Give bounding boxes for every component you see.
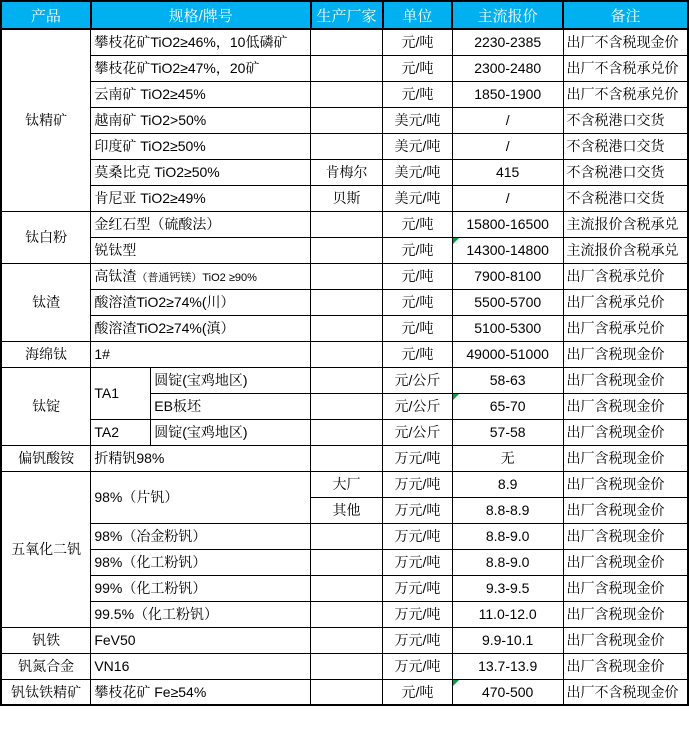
table-cell: 攀枝花矿 Fe≥54% (91, 679, 311, 705)
table-cell: 9.3-9.5 (452, 575, 563, 601)
table-cell: 主流报价含税承兑 (563, 211, 688, 237)
table-cell: 大厂 (311, 471, 383, 497)
table-cell: 万元/吨 (383, 445, 453, 471)
table-cell: 出厂含税现金价 (563, 601, 688, 627)
table-cell: 98%（片钒） (91, 471, 311, 523)
table-cell: 不含税港口交货 (563, 159, 688, 185)
table-row (1, 55, 688, 81)
table-cell: 元/公斤 (383, 367, 453, 393)
table-row (1, 523, 688, 549)
table-cell: 470-500 (452, 679, 563, 705)
product-cell: 五氧化二钒 (1, 471, 91, 627)
table-cell: 出厂含税现金价 (563, 653, 688, 679)
table-cell: 莫桑比克 TiO2≥50% (91, 159, 311, 185)
table-cell: 不含税港口交货 (563, 185, 688, 211)
table-cell (311, 419, 383, 445)
table-cell: 不含税港口交货 (563, 133, 688, 159)
table-cell: 8.8-9.0 (452, 523, 563, 549)
table-cell (311, 133, 383, 159)
table-cell: 锐钛型 (91, 237, 311, 263)
table-cell: 1850-1900 (452, 81, 563, 107)
table-cell: 万元/吨 (383, 575, 453, 601)
table-cell: 5100-5300 (452, 315, 563, 341)
table-cell (311, 523, 383, 549)
table-row (1, 185, 688, 211)
table-row (1, 601, 688, 627)
table-cell: 11.0-12.0 (452, 601, 563, 627)
table-cell (311, 211, 383, 237)
table-cell: 无 (452, 445, 563, 471)
table-cell: 主流报价含税承兑 (563, 237, 688, 263)
table-cell (311, 289, 383, 315)
table-cell: 攀枝花矿TiO2≥47%，20矿 (91, 55, 311, 81)
table-cell: 出厂不含税承兑价 (563, 55, 688, 81)
table-cell (311, 81, 383, 107)
product-cell: 钛精矿 (1, 29, 91, 211)
table-cell: 美元/吨 (383, 185, 453, 211)
table-cell: 出厂含税现金价 (563, 523, 688, 549)
table-cell: 出厂含税现金价 (563, 393, 688, 419)
table-cell (311, 341, 383, 367)
table-cell: 不含税港口交货 (563, 107, 688, 133)
table-cell: 圆锭(宝鸡地区) (151, 419, 311, 445)
table-cell: VN16 (91, 653, 311, 679)
table-cell: 98%（化工粉钒） (91, 549, 311, 575)
product-cell: 钒钛铁精矿 (1, 679, 91, 705)
column-header-product: 产品 (1, 1, 91, 29)
table-cell: 万元/吨 (383, 627, 453, 653)
column-header-producer: 生产厂家 (311, 1, 383, 29)
table-row (1, 679, 688, 705)
table-cell (311, 367, 383, 393)
table-cell: 13.7-13.9 (452, 653, 563, 679)
table-cell: 高钛渣（普通钙镁）TiO2 ≥90% (91, 263, 311, 289)
table-cell: 出厂不含税现金价 (563, 29, 688, 55)
column-header-unit: 单位 (383, 1, 453, 29)
table-cell: 肯梅尔 (311, 159, 383, 185)
table-cell (311, 679, 383, 705)
table-cell (311, 29, 383, 55)
table-cell: 酸溶渣TiO2≥74%(川） (91, 289, 311, 315)
table-cell: 元/吨 (383, 29, 453, 55)
table-row (1, 367, 688, 393)
table-cell: 其他 (311, 497, 383, 523)
table-cell: 7900-8100 (452, 263, 563, 289)
table-cell: 出厂含税现金价 (563, 445, 688, 471)
table-cell: / (452, 107, 563, 133)
table-cell: 98%（冶金粉钒） (91, 523, 311, 549)
table-cell: FeV50 (91, 627, 311, 653)
spec-detail-text: （普通钙镁）TiO2 ≥90% (136, 272, 257, 284)
table-row (1, 237, 688, 263)
product-cell: 钛白粉 (1, 211, 91, 263)
table-cell (311, 263, 383, 289)
table-cell: 14300-14800 (452, 237, 563, 263)
table-cell: 8.9 (452, 471, 563, 497)
table-cell: 出厂含税现金价 (563, 341, 688, 367)
table-cell: 万元/吨 (383, 471, 453, 497)
table-cell: 元/吨 (383, 341, 453, 367)
table-cell: / (452, 133, 563, 159)
table-cell: 出厂不含税现金价 (563, 679, 688, 705)
table-cell: / (452, 185, 563, 211)
table-cell: 出厂不含税承兑价 (563, 81, 688, 107)
product-cell: 海绵钛 (1, 341, 91, 367)
table-row (1, 29, 688, 55)
table-cell: 元/吨 (383, 211, 453, 237)
table-cell: 金红石型（硫酸法） (91, 211, 311, 237)
table-cell: 美元/吨 (383, 133, 453, 159)
table-cell: 415 (452, 159, 563, 185)
table-cell: 越南矿 TiO2>50% (91, 107, 311, 133)
table-row (1, 81, 688, 107)
table-row (1, 627, 688, 653)
table-cell: 贝斯 (311, 185, 383, 211)
table-cell: 元/吨 (383, 55, 453, 81)
table-row (1, 341, 688, 367)
table-cell: 折精钒98% (91, 445, 311, 471)
table-cell: 出厂含税现金价 (563, 471, 688, 497)
table-cell: 美元/吨 (383, 159, 453, 185)
table-cell: 65-70 (452, 393, 563, 419)
table-cell: 美元/吨 (383, 107, 453, 133)
table-cell: TA2 (91, 419, 151, 445)
table-row (1, 315, 688, 341)
table-cell: 出厂含税承兑价 (563, 315, 688, 341)
table-cell: 出厂含税现金价 (563, 497, 688, 523)
table-cell: EB板坯 (151, 393, 311, 419)
column-header-price: 主流报价 (452, 1, 563, 29)
table-cell: 元/吨 (383, 263, 453, 289)
table-cell: 8.8-8.9 (452, 497, 563, 523)
product-cell: 钛渣 (1, 263, 91, 341)
cell-flag-triangle-icon (453, 680, 459, 686)
column-header-note: 备注 (563, 1, 688, 29)
table-cell: 云南矿 TiO2≥45% (91, 81, 311, 107)
table-cell: 圆锭(宝鸡地区) (151, 367, 311, 393)
table-cell (311, 627, 383, 653)
table-cell: 57-58 (452, 419, 563, 445)
table-cell: 酸溶渣TiO2≥74%(滇） (91, 315, 311, 341)
table-cell: 元/吨 (383, 81, 453, 107)
table-cell: 万元/吨 (383, 653, 453, 679)
table-cell (311, 393, 383, 419)
table-cell: 万元/吨 (383, 549, 453, 575)
table-cell: 肯尼亚 TiO2≥49% (91, 185, 311, 211)
table-cell (311, 653, 383, 679)
table-cell: 元/吨 (383, 289, 453, 315)
table-cell (311, 575, 383, 601)
table-cell: 1# (91, 341, 311, 367)
product-cell: 钛锭 (1, 367, 91, 445)
table-cell (311, 55, 383, 81)
header-row (1, 1, 688, 29)
table-cell: 元/吨 (383, 237, 453, 263)
table-cell: 58-63 (452, 367, 563, 393)
table-cell: 8.8-9.0 (452, 549, 563, 575)
table-cell: 9.9-10.1 (452, 627, 563, 653)
table-cell: 99.5%（化工粉钒） (91, 601, 311, 627)
table-row (1, 289, 688, 315)
table-row (1, 445, 688, 471)
table-cell: 99%（化工粉钒） (91, 575, 311, 601)
table-cell: 出厂含税现金价 (563, 549, 688, 575)
table-cell (311, 315, 383, 341)
table-row (1, 159, 688, 185)
product-cell: 钒氮合金 (1, 653, 91, 679)
table-row (1, 471, 688, 497)
table-cell: 元/吨 (383, 679, 453, 705)
table-row (1, 107, 688, 133)
cell-flag-triangle-icon (453, 394, 459, 400)
table-cell: 出厂含税现金价 (563, 419, 688, 445)
table-cell: 印度矿 TiO2≥50% (91, 133, 311, 159)
table-cell: 出厂含税现金价 (563, 367, 688, 393)
product-cell: 偏钒酸铵 (1, 445, 91, 471)
table-cell: 元/公斤 (383, 419, 453, 445)
table-cell (311, 601, 383, 627)
table-cell: 2230-2385 (452, 29, 563, 55)
table-cell: 出厂含税现金价 (563, 575, 688, 601)
table-cell (311, 445, 383, 471)
column-header-spec: 规格/牌号 (91, 1, 311, 29)
table-cell (311, 549, 383, 575)
table-row (1, 211, 688, 237)
table-cell: 49000-51000 (452, 341, 563, 367)
table-row (1, 549, 688, 575)
table-cell: 元/吨 (383, 315, 453, 341)
table-cell: 元/公斤 (383, 393, 453, 419)
table-cell (311, 237, 383, 263)
table-row (1, 575, 688, 601)
table-cell (311, 107, 383, 133)
table-cell: 15800-16500 (452, 211, 563, 237)
table-row (1, 133, 688, 159)
table-cell: 5500-5700 (452, 289, 563, 315)
table-row (1, 653, 688, 679)
table-row (1, 263, 688, 289)
table-cell: 万元/吨 (383, 601, 453, 627)
table-cell: 出厂含税承兑价 (563, 263, 688, 289)
table-cell: 出厂含税现金价 (563, 627, 688, 653)
table-cell: 攀枝花矿TiO2≥46%，10低磷矿 (91, 29, 311, 55)
table-cell: 出厂含税承兑价 (563, 289, 688, 315)
cell-flag-triangle-icon (453, 238, 459, 244)
table-row (1, 419, 688, 445)
product-cell: 钒铁 (1, 627, 91, 653)
table-cell: 万元/吨 (383, 497, 453, 523)
table-cell: 2300-2480 (452, 55, 563, 81)
table-cell: 万元/吨 (383, 523, 453, 549)
table-cell: TA1 (91, 367, 151, 419)
